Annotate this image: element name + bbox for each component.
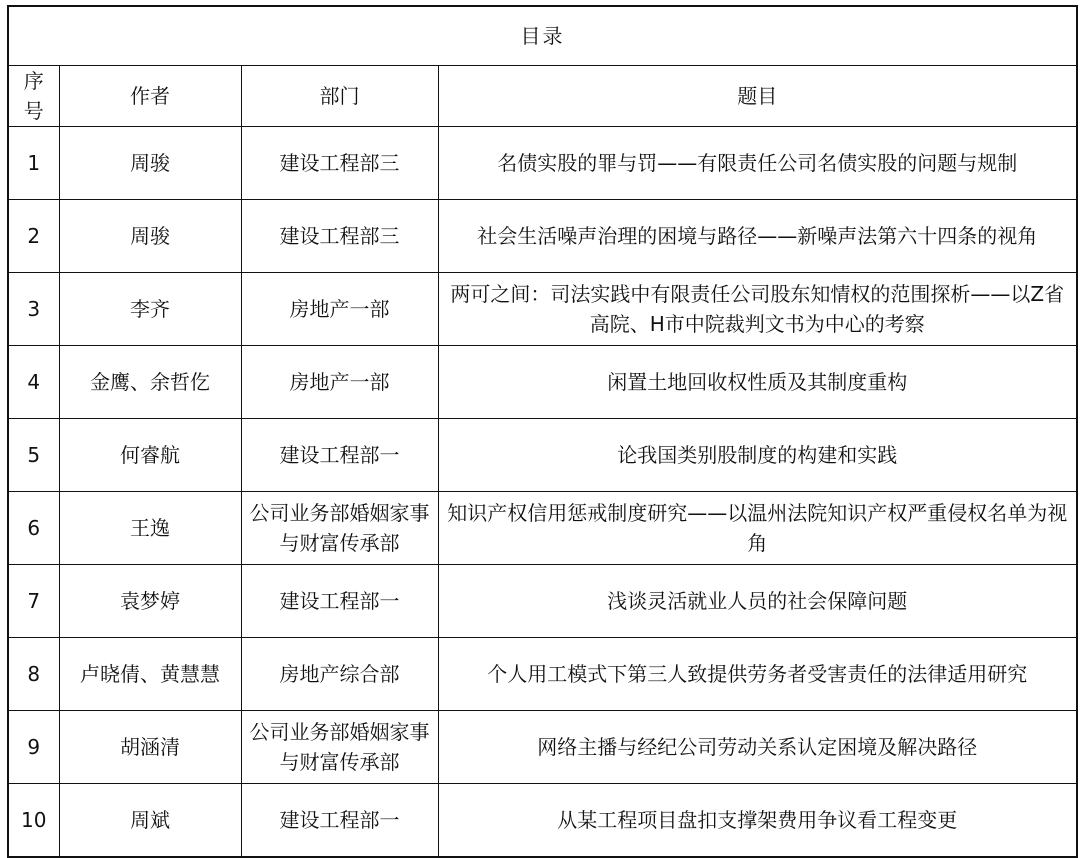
cell-department: 建设工程部三 xyxy=(241,127,438,200)
table-row xyxy=(8,492,1077,565)
cell-author: 周斌 xyxy=(59,784,241,858)
cell-index: 6 xyxy=(8,492,59,565)
cell-index: 10 xyxy=(8,784,59,858)
table-row xyxy=(8,638,1077,711)
table-title: 目录 xyxy=(8,6,1077,66)
cell-index: 2 xyxy=(8,200,59,273)
cell-author: 何睿航 xyxy=(59,419,241,492)
header-author: 作者 xyxy=(59,66,241,127)
header-row xyxy=(8,66,1077,127)
cell-author: 卢晓倩、黄慧慧 xyxy=(59,638,241,711)
cell-author: 金鹰、余哲仡 xyxy=(59,346,241,419)
table-row xyxy=(8,346,1077,419)
cell-department: 房地产综合部 xyxy=(241,638,438,711)
cell-author: 周骏 xyxy=(59,200,241,273)
cell-department: 建设工程部三 xyxy=(241,200,438,273)
cell-department: 建设工程部一 xyxy=(241,565,438,638)
cell-department: 公司业务部婚姻家事与财富传承部 xyxy=(241,711,438,784)
table-row xyxy=(8,784,1077,858)
cell-topic: 社会生活噪声治理的困境与路径——新噪声法第六十四条的视角 xyxy=(438,200,1077,273)
table-row xyxy=(8,127,1077,200)
table-row xyxy=(8,200,1077,273)
cell-index: 5 xyxy=(8,419,59,492)
cell-topic: 从某工程项目盘扣支撑架费用争议看工程变更 xyxy=(438,784,1077,858)
cell-topic: 知识产权信用惩戒制度研究——以温州法院知识产权严重侵权名单为视角 xyxy=(438,492,1077,565)
cell-department: 公司业务部婚姻家事与财富传承部 xyxy=(241,492,438,565)
cell-author: 袁梦婷 xyxy=(59,565,241,638)
table-row xyxy=(8,273,1077,346)
cell-topic: 两可之间：司法实践中有限责任公司股东知情权的范围探析——以Z省高院、H市中院裁判文书为中心的考察 xyxy=(438,273,1077,346)
cell-department: 建设工程部一 xyxy=(241,419,438,492)
header-department: 部门 xyxy=(241,66,438,127)
cell-topic: 闲置土地回收权性质及其制度重构 xyxy=(438,346,1077,419)
title-row xyxy=(8,6,1077,66)
toc-table xyxy=(7,5,1078,858)
cell-index: 3 xyxy=(8,273,59,346)
table-row xyxy=(8,711,1077,784)
cell-topic: 网络主播与经纪公司劳动关系认定困境及解决路径 xyxy=(438,711,1077,784)
cell-index: 8 xyxy=(8,638,59,711)
cell-index: 7 xyxy=(8,565,59,638)
header-index: 序号 xyxy=(8,66,59,127)
cell-topic: 论我国类别股制度的构建和实践 xyxy=(438,419,1077,492)
cell-department: 房地产一部 xyxy=(241,273,438,346)
cell-index: 9 xyxy=(8,711,59,784)
cell-index: 1 xyxy=(8,127,59,200)
cell-topic: 名债实股的罪与罚——有限责任公司名债实股的问题与规制 xyxy=(438,127,1077,200)
cell-department: 建设工程部一 xyxy=(241,784,438,858)
cell-topic: 浅谈灵活就业人员的社会保障问题 xyxy=(438,565,1077,638)
cell-author: 李齐 xyxy=(59,273,241,346)
cell-author: 王逸 xyxy=(59,492,241,565)
cell-author: 胡涵清 xyxy=(59,711,241,784)
cell-index: 4 xyxy=(8,346,59,419)
cell-topic: 个人用工模式下第三人致提供劳务者受害责任的法律适用研究 xyxy=(438,638,1077,711)
table-row xyxy=(8,565,1077,638)
cell-author: 周骏 xyxy=(59,127,241,200)
cell-department: 房地产一部 xyxy=(241,346,438,419)
header-topic: 题目 xyxy=(438,66,1077,127)
table-row xyxy=(8,419,1077,492)
